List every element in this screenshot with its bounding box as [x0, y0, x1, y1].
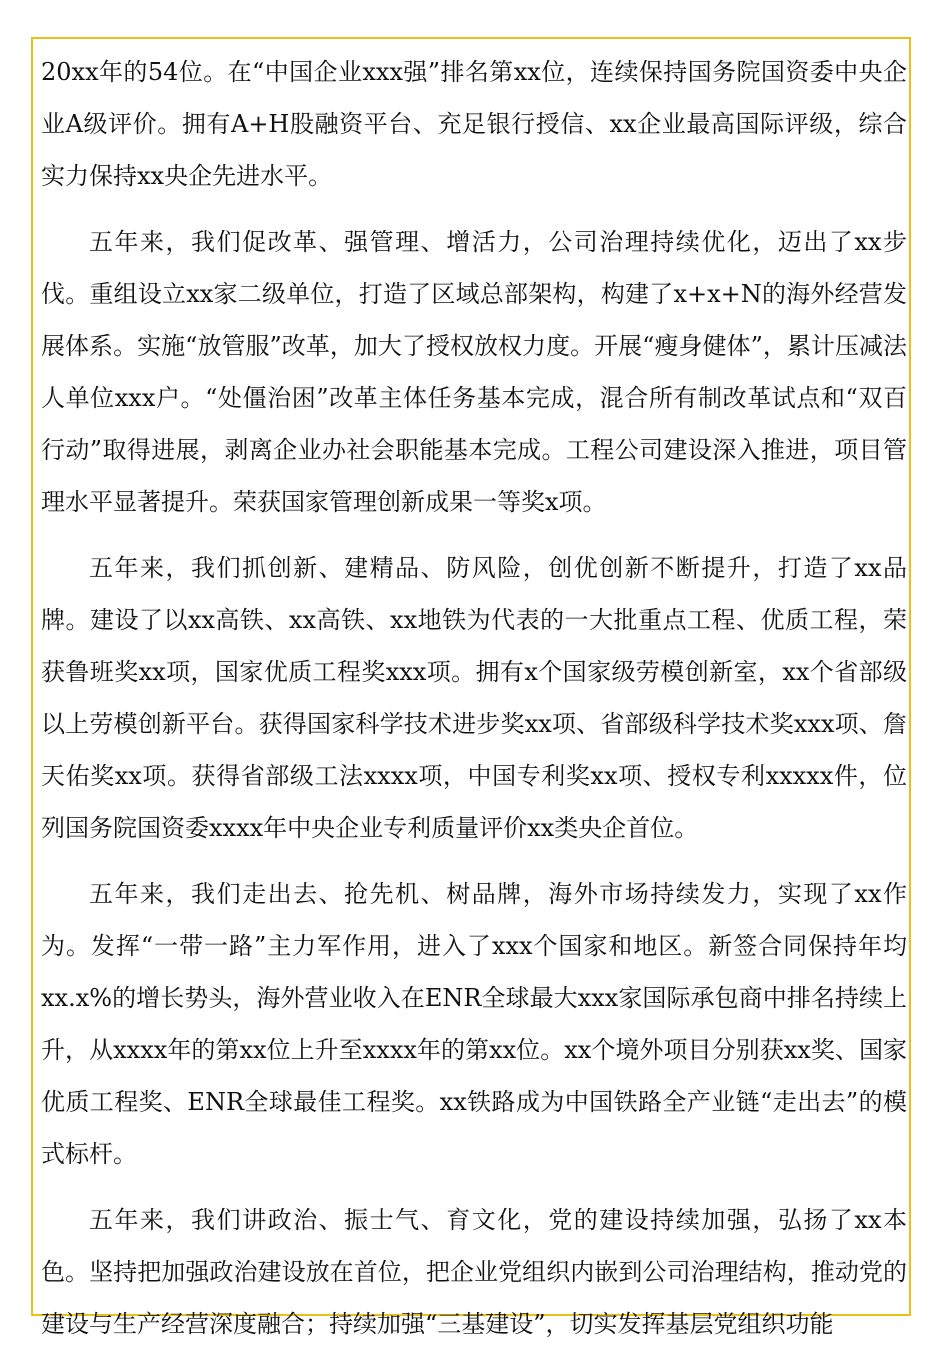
paragraph-party-building: 五年来，我们讲政治、振士气、育文化，党的建设持续加强，弘扬了xx本色。坚持把加强政治建设放在首位，把企业党组织内嵌到公司治理结构，推动党的建设与生产经营深度融合；持续加强“三基建设”，切实发挥基层党组织功能 [41, 1206, 907, 1338]
paragraph-reform: 五年来，我们促改革、强管理、增活力，公司治理持续优化，迈出了xx步伐。重组设立xx家二级单位，打造了区域总部架构，构建了x+x+N的海外经营发展体系。实施“放管服”改革，加大了授权放权力度。开展“瘦身健体”，累计压减法人单位xxx户。“处僵治困”改革主体任务基本完成，混合所有制改革试点和“双百行动”取得进展，剥离企业办社会职能基本完成。工程公司建设深入推进，项目管理水平显著提升。荣获国家管理创新成果一等奖x项。 [41, 228, 907, 516]
paragraph-innovation: 五年来，我们抓创新、建精品、防风险，创优创新不断提升，打造了xx品牌。建设了以xx高铁、xx高铁、xx地铁为代表的一大批重点工程、优质工程，荣获鲁班奖xx项，国家优质工程奖xxx项。拥有x个国家级劳模创新室，xx个省部级以上劳模创新平台。获得国家科学技术进步奖xx项、省部级科学技术奖xxx项、詹天佑奖xx项。获得省部级工法xxxx项，中国专利奖xx项、授权专利xxxxx件，位列国务院国资委xxxx年中央企业专利质量评价xx类央企首位。 [41, 554, 907, 842]
paragraph-continuation: 20xx年的54位。在“中国企业xxx强”排名第xx位，连续保持国务院国资委中央企业A级评价。拥有A+H股融资平台、充足银行授信、xx企业最高国际评级，综合实力保持xx央企先进水平。 [41, 58, 907, 190]
document-body [41, 46, 907, 1350]
paragraph-overseas: 五年来，我们走出去、抢先机、树品牌，海外市场持续发力，实现了xx作为。发挥“一带一路”主力军作用，进入了xxx个国家和地区。新签合同保持年均xx.x%的增长势头，海外营业收入在ENR全球最大xxx家国际承包商中排名持续上升，从xxxx年的第xx位上升至xxxx年的第xx位。xx个境外项目分别获xx奖、国家优质工程奖、ENR全球最佳工程奖。xx铁路成为中国铁路全产业链“走出去”的模式标杆。 [41, 880, 907, 1168]
